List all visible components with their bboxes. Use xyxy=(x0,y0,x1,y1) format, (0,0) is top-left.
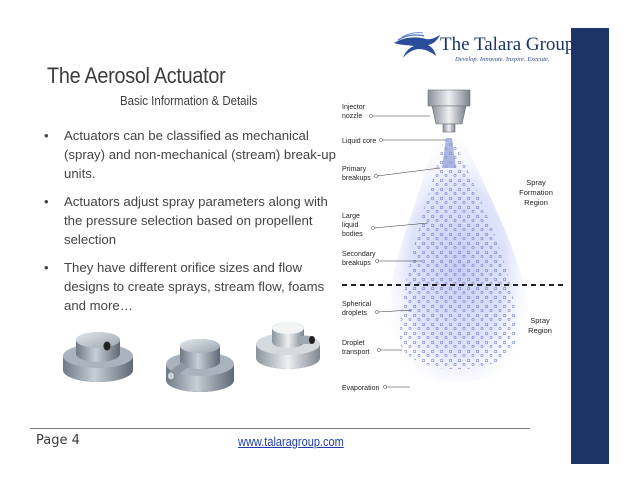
eagle-logo-icon xyxy=(392,31,442,65)
callout-evaporation xyxy=(342,385,410,392)
label-line: Spherical xyxy=(342,301,372,308)
svg-text:Liquid core xyxy=(342,138,376,145)
label-line: Liquid core xyxy=(342,138,377,145)
label-line: Spray xyxy=(530,316,550,325)
svg-text:Region xyxy=(528,326,552,335)
logo-brand-name: The Talara Group xyxy=(440,34,575,55)
bullet-item xyxy=(44,258,336,315)
svg-text:Injector xyxy=(342,104,366,111)
injector-nozzle-icon xyxy=(428,90,470,132)
spray-formation-region-label xyxy=(519,178,553,207)
svg-text:Spherical xyxy=(342,301,372,308)
footer-divider xyxy=(30,428,530,429)
label-line: Formation xyxy=(519,188,553,197)
label-line: liquid xyxy=(342,222,359,229)
label-line: Evaporation xyxy=(342,385,380,392)
svg-text:breakups xyxy=(342,175,371,182)
bullet-list xyxy=(44,126,336,324)
label-line: Injector xyxy=(342,104,365,111)
label-line: breakups xyxy=(342,260,371,267)
label-line: breakups xyxy=(342,175,371,182)
svg-text:Primary xyxy=(342,166,367,173)
actuator-cap-2 xyxy=(166,339,234,392)
bullet-text: Actuators adjust spray parameters along with the pressure selection based on propellent selection xyxy=(64,194,328,247)
svg-text:Large xyxy=(342,213,360,220)
label-line: Droplet xyxy=(342,340,365,347)
right-accent-bar xyxy=(571,28,609,464)
label-line: Region xyxy=(524,198,548,207)
label-line: Region xyxy=(528,326,552,335)
svg-text:Region xyxy=(524,198,548,207)
label-line: Large xyxy=(342,213,360,220)
spray-region-label xyxy=(528,316,552,335)
svg-text:Secondary xyxy=(342,251,376,258)
spray-formation-diagram xyxy=(340,88,568,404)
callout-liquid-core xyxy=(342,138,446,145)
bullet-text: Actuators can be classified as mechanical (spray) and non-mechanical (stream) break-up units. xyxy=(64,128,336,181)
callout-injector-nozzle xyxy=(342,104,430,120)
svg-text:breakups xyxy=(342,260,371,267)
bullet-icon: • xyxy=(44,128,49,143)
actuator-caps-illustration xyxy=(60,318,350,408)
label-line: nozzle xyxy=(342,113,363,120)
website-link[interactable]: www.talaragroup.com xyxy=(238,435,344,449)
talara-logo xyxy=(392,31,575,67)
svg-text:droplets xyxy=(342,310,367,317)
spray-droplets xyxy=(400,140,517,369)
label-line: droplets xyxy=(342,310,367,317)
bullet-icon: • xyxy=(44,260,49,275)
svg-text:Spray xyxy=(530,316,550,325)
actuator-cap-1 xyxy=(63,332,133,382)
svg-text:Spray xyxy=(526,178,546,187)
label-line: transport xyxy=(342,349,370,356)
svg-text:bodies xyxy=(342,231,363,238)
logo-tagline: Develop. Innovate. Inspire. Execute. xyxy=(455,56,550,63)
svg-text:Droplet xyxy=(342,340,365,347)
label-line: bodies xyxy=(342,231,363,238)
label-line: Spray xyxy=(526,178,546,187)
svg-text:nozzle xyxy=(342,113,362,120)
svg-text:transport xyxy=(342,349,370,356)
actuator-cap-3 xyxy=(256,322,320,369)
bullet-icon: • xyxy=(44,194,49,209)
slide-title: The Aerosol Actuator xyxy=(47,63,226,88)
svg-text:Formation xyxy=(519,188,553,197)
page-number: Page 4 xyxy=(36,433,80,448)
label-line: Secondary xyxy=(342,251,376,258)
svg-text:Evaporation xyxy=(342,385,379,392)
slide-subtitle: Basic Information & Details xyxy=(120,93,258,108)
svg-text:liquid xyxy=(342,222,358,229)
label-line: Primary xyxy=(342,166,367,173)
bullet-text: They have different orifice sizes and flow designs to create sprays, stream flow, foams and more… xyxy=(64,260,325,313)
bullet-item xyxy=(44,126,336,183)
bullet-item xyxy=(44,192,336,249)
